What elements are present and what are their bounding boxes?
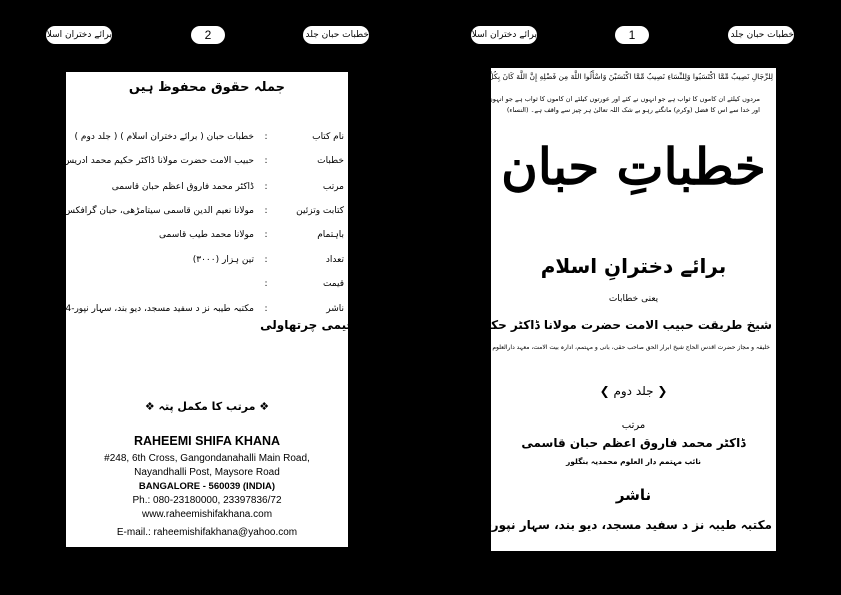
detail-value: مولانا نعیم الدین قاسمی سیتامڑھی، حبان گرافکس بنگلور bbox=[39, 206, 254, 216]
detail-value: مولانا محمد طیب قاسمی bbox=[159, 230, 254, 240]
murattib-title: نائب مہتمم دار العلوم محمدیہ بنگلور bbox=[565, 457, 701, 466]
detail-colon: : bbox=[264, 132, 268, 142]
volume-text: جلد دوم bbox=[613, 384, 654, 398]
detail-row bbox=[70, 132, 344, 148]
detail-colon: : bbox=[264, 230, 268, 240]
nashir-label: ناشر bbox=[615, 486, 652, 504]
website[interactable]: www.raheemishifakhana.com bbox=[141, 509, 273, 520]
detail-colon: : bbox=[264, 156, 268, 166]
murattib-name: ڈاکٹر محمد فاروق اعظم حبان قاسمی bbox=[521, 436, 746, 450]
address-heading bbox=[66, 400, 348, 413]
detail-label: قیمت bbox=[322, 279, 344, 289]
header-right-page-number: 1 bbox=[615, 26, 649, 44]
volume-label bbox=[491, 384, 776, 398]
detail-value: حبیب الامت حضرت مولانا ڈاکٹر حکیم محمد ادریس حبان رحیمی bbox=[14, 156, 254, 166]
detail-label: تعداد bbox=[325, 255, 344, 265]
verse-translation-2: اور خدا سے اس کا فضل (وکرم) مانگتے رہو بے شک اللہ تعالیٰ ہر چیز سے واقف ہے۔ (النساء) bbox=[506, 106, 760, 114]
header-left-title: برائے دختران اسلام bbox=[46, 26, 112, 44]
detail-colon: : bbox=[264, 206, 268, 216]
email[interactable]: E-mail.: raheemishifakhana@yahoo.com bbox=[116, 527, 298, 538]
address-line-1: #248, 6th Cross, Gangondanahalli Main Road, bbox=[104, 453, 310, 464]
copyright-heading: جملہ حقوق محفوظ ہیں bbox=[128, 80, 286, 95]
detail-label: کتابت وتزئین bbox=[296, 206, 344, 216]
murattib-label: مرتب bbox=[621, 420, 646, 431]
detail-label: باہتمام bbox=[317, 230, 344, 240]
address-line-2: Nayandhalli Post, Maysore Road bbox=[134, 467, 280, 478]
author-name: شیخ طریقت حبیب الامت حضرت مولانا ڈاکٹر حکیم محمد ادریس حبان رحیمی چرتھاولی bbox=[260, 318, 772, 332]
quran-verse: لِلرِّجَالِ نَصِيبٌ مِّمَّا اكْتَسَبُوا وَلِلنِّسَاءِ نَصِيبٌ مِّمَّا اكْتَسَبْنَ وَاسْأَلُوا اللَّهَ مِن فَضْلِهِ إِنَّ اللَّهَ كَانَ بِكُلِّ شَيْءٍ عَلِيمًا bbox=[451, 72, 773, 81]
detail-row bbox=[70, 255, 344, 271]
detail-value: ڈاکٹر محمد فاروق اعظم حبان قاسمی bbox=[111, 182, 254, 192]
left-page bbox=[6, 72, 348, 547]
book-title: خطباتِ حبان bbox=[501, 137, 766, 196]
verse-translation-1: مردوں کیلئے ان کاموں کا ثواب ہے جو انہوں نے کئے اور عورتوں کیلئے ان کاموں کا ثواب ہے جو انہوں نے کئے، bbox=[467, 95, 760, 103]
detail-label: خطبات bbox=[317, 156, 344, 166]
publisher: مکتبہ طیبہ نز د سفید مسجد، دیو بند، سہار نپور-247554 (یو پی) bbox=[388, 518, 772, 532]
detail-label: مرتب bbox=[322, 182, 344, 192]
detail-colon: : bbox=[264, 255, 268, 265]
detail-colon: : bbox=[264, 182, 268, 192]
ornament-icon: ❖ bbox=[259, 400, 270, 413]
detail-value: خطبات حبان ( برائے دختران اسلام ) ( جلد دوم ) bbox=[74, 132, 254, 142]
detail-row bbox=[70, 279, 344, 295]
detail-colon: : bbox=[264, 279, 268, 289]
author-note: خلیفہ و مجاز حضرت اقدس الحاج شیخ ابرار الحق صاحب حقی، بانی و مہتمم، ادارہ بیت الامت، معہد دارالعلوم محمدیہ بنگلور bbox=[454, 344, 770, 351]
ornament-icon: ❮ bbox=[657, 384, 668, 398]
detail-value: مکتبہ طیبہ نز د سفید مسجد، دیو بند، سہار نپور-247554 (یو پی) bbox=[6, 304, 254, 314]
detail-row bbox=[70, 230, 344, 246]
ornament-icon: ❯ bbox=[599, 384, 610, 398]
book-subtitle: برائے دخترانِ اسلام bbox=[540, 254, 727, 278]
detail-row bbox=[14, 156, 344, 172]
detail-row bbox=[70, 182, 344, 198]
yani-khutbat: یعنی خطابات bbox=[608, 294, 659, 304]
header-right-book-title: خطبات حبان جلد 2 bbox=[728, 26, 794, 44]
address-line-3: BANGALORE - 560039 (INDIA) bbox=[138, 481, 276, 492]
detail-row bbox=[39, 206, 344, 222]
header-right-title: برائے دختران اسلام bbox=[471, 26, 537, 44]
detail-colon: : bbox=[264, 304, 268, 314]
detail-label: نام کتاب bbox=[312, 132, 344, 142]
address-heading-text: مرتب کا مکمل پتہ bbox=[158, 400, 256, 413]
org-name: RAHEEMI SHIFA KHANA bbox=[133, 434, 281, 448]
detail-label: ناشر bbox=[326, 304, 344, 314]
ornament-icon: ❖ bbox=[144, 400, 155, 413]
phone: Ph.: 080-23180000, 23397836/72 bbox=[132, 495, 282, 506]
header-left-book-title: خطبات حبان جلد 2 bbox=[303, 26, 369, 44]
header-left-page-number: 2 bbox=[191, 26, 225, 44]
detail-value: تین ہزار (۳۰۰۰) bbox=[192, 255, 254, 265]
